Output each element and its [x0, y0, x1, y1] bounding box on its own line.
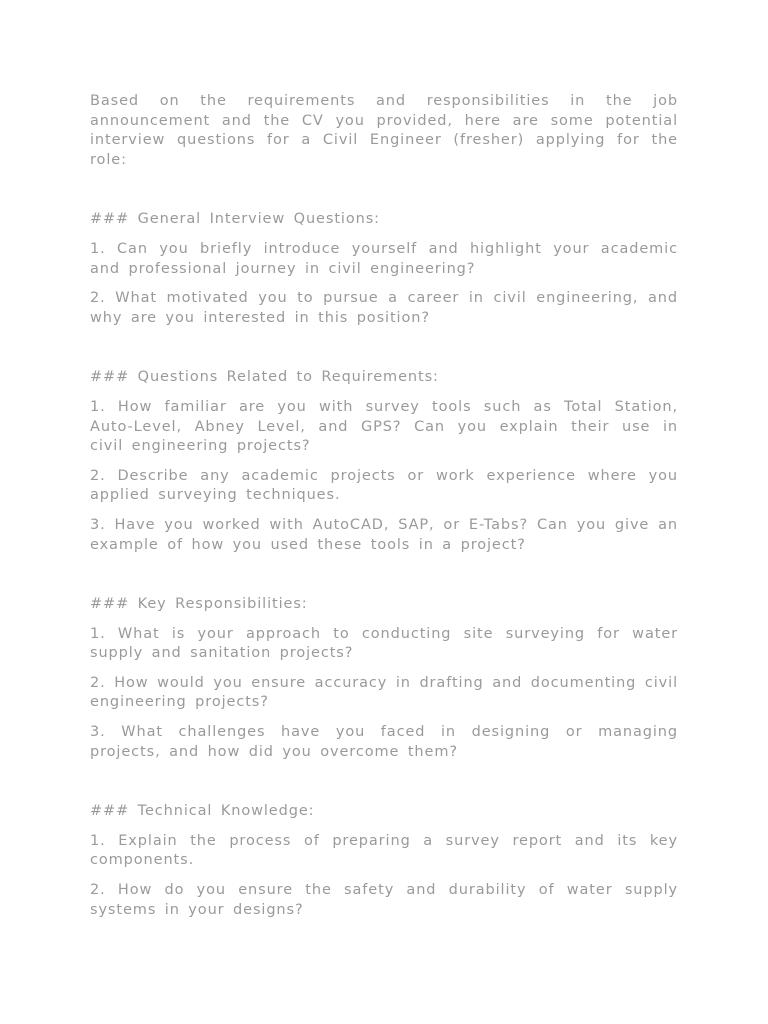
intro-paragraph: Based on the requirements and responsibilities in the job announcement and the CV you provided, here are some potential interview questions for a Civil Engineer (fresher) applying for the role:	[90, 93, 678, 168]
question-item: 1. How familiar are you with survey tools such as Total Station, Auto-Level, Abney Level, and GPS? Can you explain their use in civil engineering projects?	[90, 398, 678, 455]
section-heading: ### General Interview Questions:	[90, 211, 380, 228]
question-item: 3. What challenges have you faced in designing or managing projects, and how did you overcome them?	[90, 724, 678, 760]
question-item: 2. Describe any academic projects or work experience where you applied surveying techniques.	[90, 467, 678, 504]
question-item: 1. Can you briefly introduce yourself and highlight your academic and professional journey in civil engineering?	[90, 240, 678, 277]
section-technical-knowledge	[90, 802, 678, 920]
section-key-responsibilities	[90, 595, 678, 762]
question-item: 1. Explain the process of preparing a survey report and its key components.	[90, 832, 678, 869]
section-questions-related-to-requirements	[90, 368, 678, 555]
question-item: 3. Have you worked with AutoCAD, SAP, or E-Tabs? Can you give an example of how you used these tools in a project?	[90, 516, 678, 553]
question-item: 2. What motivated you to pursue a career in civil engineering, and why are you interested in this position?	[90, 290, 678, 326]
section-heading: ### Key Responsibilities:	[90, 596, 308, 613]
question-item: 1. What is your approach to conducting site surveying for water supply and sanitation projects?	[90, 625, 678, 662]
section-heading: ### Technical Knowledge:	[90, 803, 315, 820]
question-item: 2. How would you ensure accuracy in drafting and documenting civil engineering projects?	[90, 674, 678, 711]
document-page	[90, 92, 678, 930]
section-heading: ### Questions Related to Requirements:	[90, 369, 439, 386]
section-general-interview-questions	[90, 210, 678, 328]
question-item: 2. How do you ensure the safety and durability of water supply systems in your designs?	[90, 882, 678, 918]
